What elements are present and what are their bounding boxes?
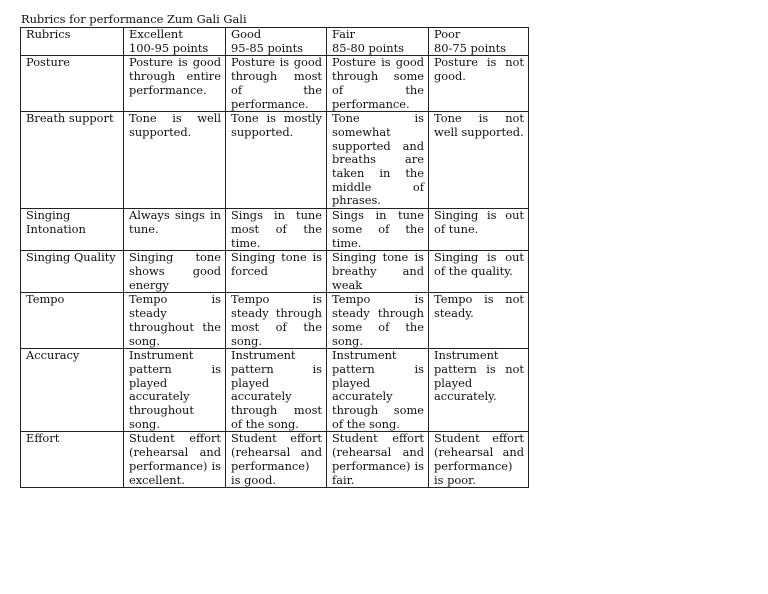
rubric-cell: Student effort (rehearsal and performance) is excellent. (124, 432, 226, 488)
rubric-cell: Student effort (rehearsal and performance) is good. (226, 432, 327, 488)
level-header-excellent (124, 28, 226, 56)
page-title: Rubrics for performance Zum Gali Gali (21, 12, 247, 26)
rubric-cell: Instrument pattern is played accurately through some of the song. (327, 349, 429, 432)
rubric-cell: Singing tone shows good energy (124, 251, 226, 293)
rubric-cell: Instrument pattern is played accurately through most of the song. (226, 349, 327, 432)
rubric-cell: Singing is out of tune. (429, 209, 529, 251)
header-row (21, 28, 529, 56)
level-header-good (226, 28, 327, 56)
table-row (21, 293, 529, 349)
rubric-cell: Singing tone is forced (226, 251, 327, 293)
level-header-poor (429, 28, 529, 56)
level-points: 95-85 points (231, 40, 304, 55)
criteria-header-label: Rubrics (26, 27, 71, 41)
rubric-cell: Tempo is steady throughout the song. (124, 293, 226, 349)
criterion-cell: Accuracy (21, 349, 124, 432)
rubric-cell: Tone is well supported. (124, 112, 226, 209)
table-row (21, 432, 529, 488)
criterion-cell: Singing Intonation (21, 209, 124, 251)
level-points: 80-75 points (434, 40, 507, 55)
rubric-cell: Tone is mostly supported. (226, 112, 327, 209)
rubric-cell: Tone is not well supported. (429, 112, 529, 209)
level-name: Fair (332, 27, 356, 41)
table-row (21, 209, 529, 251)
level-name: Good (231, 27, 262, 41)
table-row (21, 112, 529, 209)
level-points: 85-80 points (332, 40, 405, 55)
rubric-cell: Tempo is steady through most of the song. (226, 293, 327, 349)
rubric-cell: Student effort (rehearsal and performance) is fair. (327, 432, 429, 488)
table-row (21, 251, 529, 293)
level-name: Poor (434, 27, 461, 41)
level-points: 100-95 points (129, 40, 209, 55)
rubric-cell: Posture is good through some of the performance. (327, 56, 429, 112)
rubric-table (20, 27, 529, 488)
criterion-cell: Singing Quality (21, 251, 124, 293)
rubric-cell: Posture is good through entire performance. (124, 56, 226, 112)
criteria-header (21, 28, 124, 56)
rubric-cell: Singing is out of the quality. (429, 251, 529, 293)
rubric-cell: Posture is not good. (429, 56, 529, 112)
level-name: Excellent (129, 27, 183, 41)
criterion-cell: Breath support (21, 112, 124, 209)
rubric-cell: Tempo is not steady. (429, 293, 529, 349)
rubric-cell: Singing tone is breathy and weak (327, 251, 429, 293)
rubric-cell: Tempo is steady through some of the song. (327, 293, 429, 349)
criterion-cell: Tempo (21, 293, 124, 349)
rubric-cell: Sings in tune most of the time. (226, 209, 327, 251)
rubric-cell: Tone is somewhat supported and breaths are taken in the middle of phrases. (327, 112, 429, 209)
rubric-cell: Always sings in tune. (124, 209, 226, 251)
criterion-cell: Posture (21, 56, 124, 112)
rubric-cell: Instrument pattern is not played accurately. (429, 349, 529, 432)
rubric-cell: Posture is good through most of the performance. (226, 56, 327, 112)
level-header-fair (327, 28, 429, 56)
table-row (21, 56, 529, 112)
criterion-cell: Effort (21, 432, 124, 488)
rubric-cell: Instrument pattern is played accurately throughout song. (124, 349, 226, 432)
rubric-cell: Student effort (rehearsal and performance) is poor. (429, 432, 529, 488)
table-row (21, 349, 529, 432)
rubric-cell: Sings in tune some of the time. (327, 209, 429, 251)
